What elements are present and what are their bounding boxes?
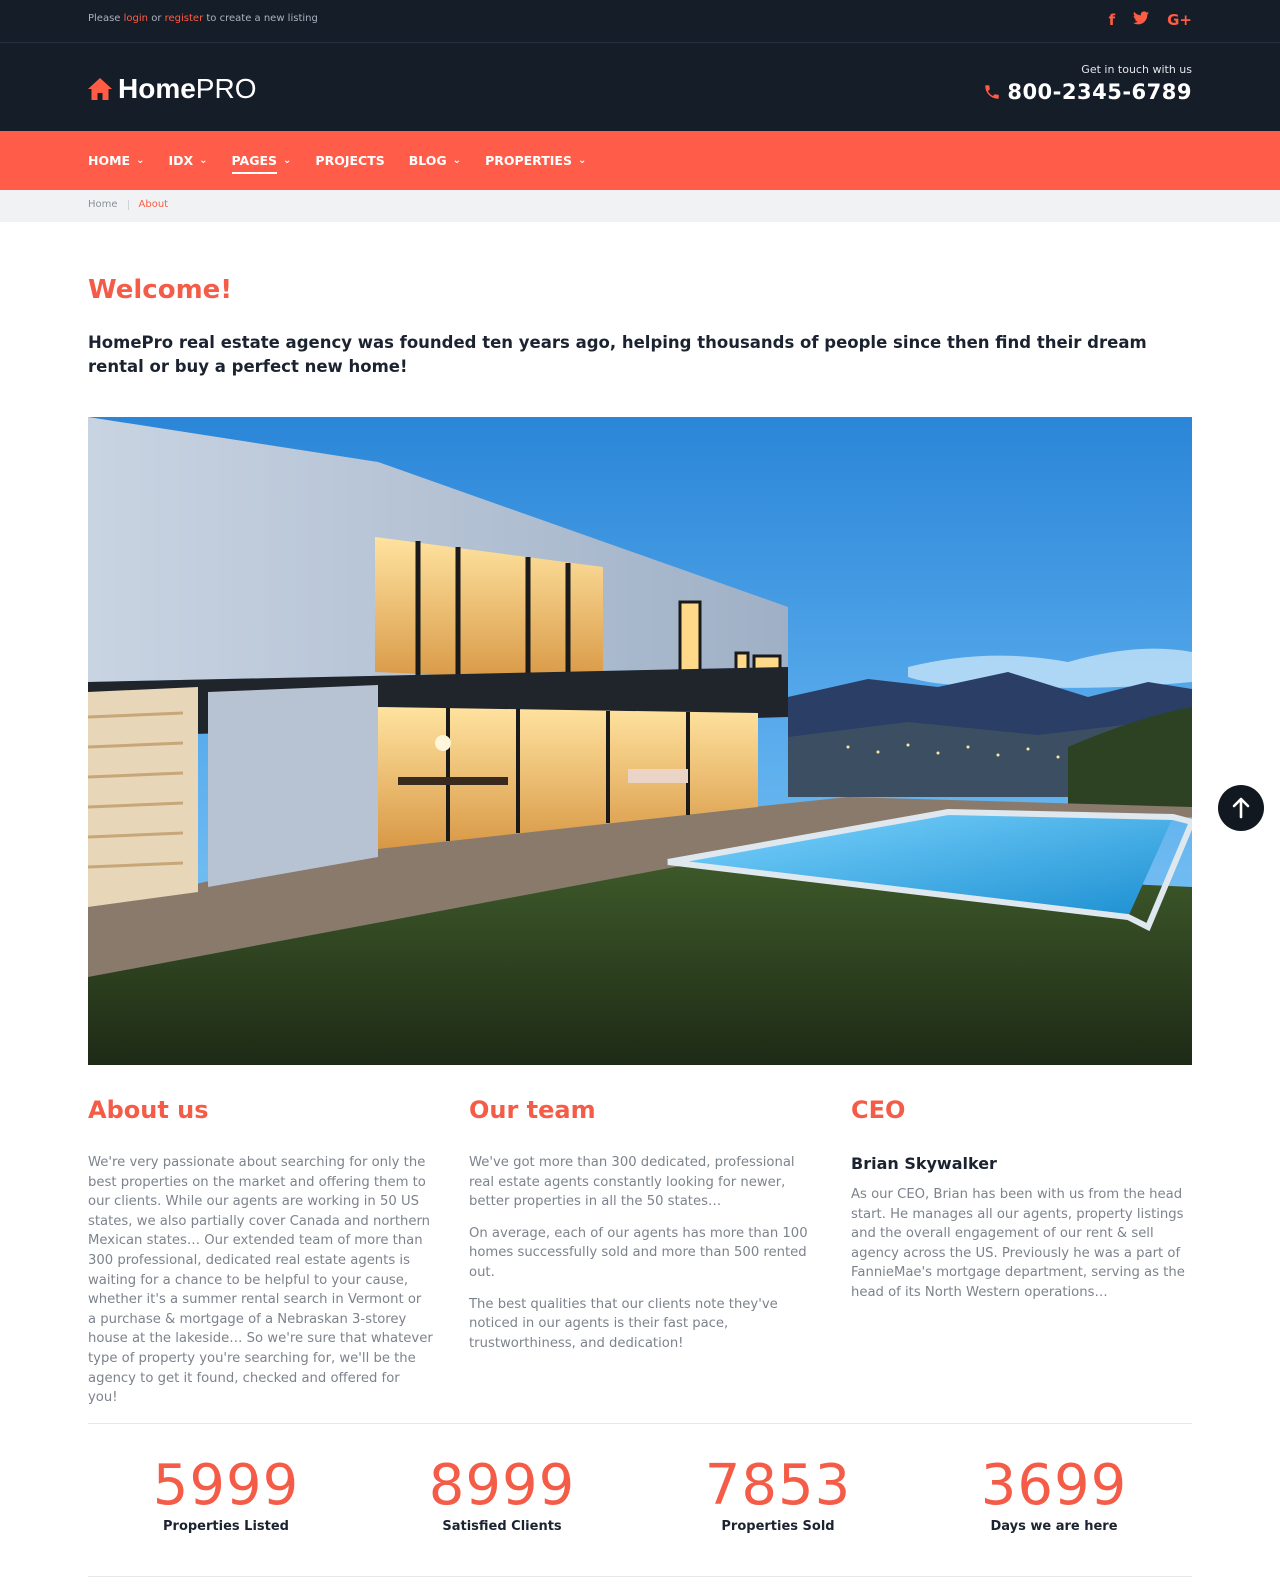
team-text-3: The best qualities that our clients note they've noticed in our agents is their fast pace, trustworthiness, and dedication! [469,1296,778,1351]
nav-label: BLOG [408,153,447,168]
breadcrumb-separator [128,200,129,210]
intro-text: HomePro real estate agency was founded ten years ago, helping thousands of people since then find their dream rental or buy a perfect new home! [88,333,1147,376]
about-column [88,1096,433,1408]
social-links [1109,10,1192,30]
main-nav [0,131,1280,190]
brand-light: PRO [195,73,257,104]
stat-value: 8999 [428,1453,576,1518]
stats-row [88,1455,1192,1534]
stat-item [364,1455,640,1534]
twitter-icon[interactable] [1133,10,1149,30]
login-link[interactable]: login [123,13,149,24]
ceo-title: CEO [851,1096,906,1124]
ceo-name: Brian Skywalker [851,1154,997,1173]
page-title: Welcome! [88,275,233,305]
about-title: About us [88,1096,209,1124]
notice-or: or [151,13,162,24]
team-text-2: On average, each of our agents has more than 100 homes successfully sold and more than 500 rented out. [469,1225,808,1280]
facebook-icon[interactable]: f [1108,11,1116,29]
breadcrumb-home[interactable]: Home [88,199,118,210]
about-text: We're very passionate about searching for only the best properties on the market and offering them to our clients. While our agents are working in 50 US states, we also partially cover Canada and northern Mexican states… Our extended team of more than 300 professional, dedicated real estate agents is waiting for a chance to be helpful to your cause, whether it's a summer rental search in Vermont or a purchase & mortgage of a Nebraskan 3-storey house at the lakeside… So we're sure that whatever type of property you're searching for, we'll be the agency to get it found, checked and offered for you! [88,1155,433,1406]
phone-number[interactable]: 800-2345-6789 [1007,80,1192,104]
stat-label: Days we are here [990,1519,1118,1534]
team-column [469,1096,814,1353]
ceo-text: As our CEO, Brian has been with us from the head start. He manages all our agents, property listings and the overall engagement of our rent & sell agency across the US. Previously he was a part of FannieMae's mortgage department, serving as the head of its North Western operations… [851,1187,1185,1300]
stat-label: Satisfied Clients [442,1519,562,1534]
nav-item-projects[interactable] [315,131,384,190]
nav-label: PAGES [232,153,278,174]
team-text-1: We've got more than 300 dedicated, professional real estate agents constantly looking for newer, better properties in all the 50 states… [469,1155,795,1210]
stat-item [640,1455,916,1534]
notice-prefix: Please [88,13,121,24]
hero-image [88,417,1192,1065]
login-notice [88,13,318,24]
stat-label: Properties Listed [163,1519,289,1534]
top-bar [0,0,1280,43]
stat-value: 7853 [704,1453,852,1518]
nav-item-idx[interactable] [168,131,207,190]
contact-label: Get in touch with us [1081,63,1192,76]
ceo-column [851,1096,1196,1303]
nav-item-blog[interactable] [409,131,461,190]
phone-icon [983,83,1001,101]
stat-item [88,1455,364,1534]
notice-suffix: to create a new listing [206,13,318,24]
header-contact [983,63,1192,104]
arrow-up-icon [1231,797,1251,819]
nav-label: IDX [168,153,194,168]
nav-label: PROPERTIES [485,153,572,168]
home-icon [88,78,112,100]
chevron-down-icon: ⌄ [452,155,462,166]
nav-label: PROJECTS [315,153,385,168]
team-title: Our team [469,1096,596,1124]
scroll-to-top-button[interactable] [1218,785,1264,831]
chevron-down-icon: ⌄ [577,155,587,166]
stat-value: 3699 [980,1453,1128,1518]
stat-value: 5999 [152,1453,300,1518]
site-logo[interactable] [88,73,256,105]
nav-item-home[interactable] [88,131,144,190]
nav-item-pages[interactable] [232,131,292,190]
site-header [0,43,1280,131]
chevron-down-icon: ⌄ [283,155,292,166]
stat-item [916,1455,1192,1534]
breadcrumb [0,190,1280,222]
divider [88,1423,1192,1424]
divider [88,1576,1192,1577]
google-plus-icon[interactable]: G+ [1167,11,1192,29]
chevron-down-icon: ⌄ [199,155,208,166]
nav-label: HOME [88,153,131,168]
stat-label: Properties Sold [721,1519,835,1534]
breadcrumb-current: About [138,199,169,210]
register-link[interactable]: register [164,13,204,24]
brand-bold: Home [118,73,196,104]
chevron-down-icon: ⌄ [136,155,145,166]
nav-item-properties[interactable] [485,131,586,190]
